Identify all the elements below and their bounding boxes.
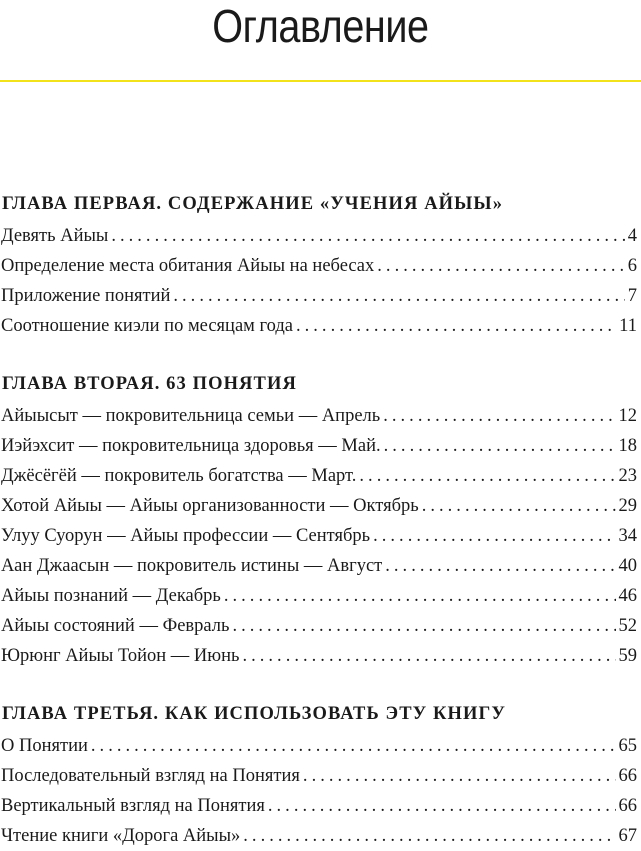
dot-leader bbox=[383, 401, 615, 431]
toc-entry-page-number: 66 bbox=[619, 761, 641, 791]
dot-leader bbox=[359, 461, 615, 491]
toc-entry-title: О Понятии bbox=[0, 731, 88, 761]
toc-entry[interactable] bbox=[0, 431, 641, 461]
dot-leader bbox=[243, 821, 615, 851]
toc-entry-title: Джёсёгёй — покровитель богатства — Март. bbox=[0, 461, 356, 491]
toc-entry-page-number: 6 bbox=[628, 251, 641, 281]
toc-entry[interactable] bbox=[0, 491, 641, 521]
dot-leader bbox=[384, 431, 616, 461]
toc-entry[interactable] bbox=[0, 761, 641, 791]
toc-entry-page-number: 66 bbox=[619, 791, 641, 821]
toc-entry-title: Вертикальный взгляд на Понятия bbox=[0, 791, 265, 821]
dot-leader bbox=[242, 641, 615, 671]
dot-leader bbox=[373, 521, 615, 551]
dot-leader bbox=[232, 611, 615, 641]
toc-entry-title: Айыы состояний — Февраль bbox=[0, 611, 229, 641]
toc-entry-title: Приложение понятий bbox=[0, 281, 170, 311]
toc-entry-page-number: 18 bbox=[619, 431, 641, 461]
toc-entry[interactable] bbox=[0, 311, 641, 341]
chapter-1-section bbox=[0, 191, 641, 341]
chapter-3-heading: ГЛАВА ТРЕТЬЯ. КАК ИСПОЛЬЗОВАТЬ ЭТУ КНИГУ bbox=[0, 701, 641, 727]
toc-entry[interactable] bbox=[0, 611, 641, 641]
toc-entry[interactable] bbox=[0, 521, 641, 551]
toc-entry-page-number: 29 bbox=[619, 491, 641, 521]
chapter-2-heading: ГЛАВА ВТОРАЯ. 63 ПОНЯТИЯ bbox=[0, 371, 641, 397]
toc-entry-page-number: 34 bbox=[619, 521, 641, 551]
toc-entry-title: Иэйэхсит — покровительница здоровья — Май. bbox=[0, 431, 381, 461]
toc-entry-title: Соотношение киэли по месяцам года bbox=[0, 311, 293, 341]
chapter-3-section bbox=[0, 701, 641, 851]
toc-entry-title: Определение места обитания Айыы на небесах bbox=[0, 251, 374, 281]
dot-leader bbox=[385, 551, 615, 581]
toc-entry-title: Улуу Суорун — Айыы профессии — Сентябрь bbox=[0, 521, 370, 551]
toc-entry-page-number: 7 bbox=[628, 281, 641, 311]
toc-entry[interactable] bbox=[0, 281, 641, 311]
toc-entry[interactable] bbox=[0, 251, 641, 281]
dot-leader bbox=[173, 281, 624, 311]
toc-entry[interactable] bbox=[0, 641, 641, 671]
toc-entry-page-number: 65 bbox=[619, 731, 641, 761]
toc-entry-page-number: 67 bbox=[619, 821, 641, 851]
toc-entry-page-number: 12 bbox=[619, 401, 641, 431]
dot-leader bbox=[268, 791, 616, 821]
toc-entry[interactable] bbox=[0, 221, 641, 251]
toc-entry-title: Аан Джаасын — покровитель истины — Август bbox=[0, 551, 382, 581]
toc-entry[interactable] bbox=[0, 401, 641, 431]
toc-entry[interactable] bbox=[0, 731, 641, 761]
dot-leader bbox=[422, 491, 616, 521]
toc-entry-page-number: 52 bbox=[619, 611, 641, 641]
toc-entry[interactable] bbox=[0, 581, 641, 611]
toc-entry-page-number: 46 bbox=[619, 581, 641, 611]
dot-leader bbox=[111, 221, 624, 251]
dot-leader bbox=[303, 761, 616, 791]
toc-entry-title: Последовательный взгляд на Понятия bbox=[0, 761, 300, 791]
toc-entry[interactable] bbox=[0, 551, 641, 581]
chapter-2-section bbox=[0, 371, 641, 671]
dot-leader bbox=[91, 731, 616, 761]
toc-entry[interactable] bbox=[0, 461, 641, 491]
toc-entry-title: Айыысыт — покровительница семьи — Апрель bbox=[0, 401, 380, 431]
chapter-1-heading: ГЛАВА ПЕРВАЯ. СОДЕРЖАНИЕ «УЧЕНИЯ АЙЫЫ» bbox=[0, 191, 641, 217]
toc-entry-page-number: 40 bbox=[619, 551, 641, 581]
toc-entry[interactable] bbox=[0, 821, 641, 851]
toc-entry[interactable] bbox=[0, 791, 641, 821]
toc-entry-title: Девять Айыы bbox=[0, 221, 108, 251]
toc-entry-title: Чтение книги «Дорога Айыы» bbox=[0, 821, 240, 851]
toc-entry-page-number: 11 bbox=[619, 311, 641, 341]
toc-entry-page-number: 59 bbox=[619, 641, 641, 671]
dot-leader bbox=[224, 581, 616, 611]
toc-entry-title: Юрюнг Айыы Тойон — Июнь bbox=[0, 641, 239, 671]
page-title: Оглавление bbox=[45, 0, 596, 52]
dot-leader bbox=[377, 251, 624, 281]
dot-leader bbox=[296, 311, 616, 341]
toc-entry-page-number: 4 bbox=[628, 221, 641, 251]
toc-entry-title: Хотой Айыы — Айыы организованности — Октябрь bbox=[0, 491, 419, 521]
title-divider bbox=[0, 80, 641, 82]
toc-entry-title: Айыы познаний — Декабрь bbox=[0, 581, 221, 611]
toc-entry-page-number: 23 bbox=[619, 461, 641, 491]
